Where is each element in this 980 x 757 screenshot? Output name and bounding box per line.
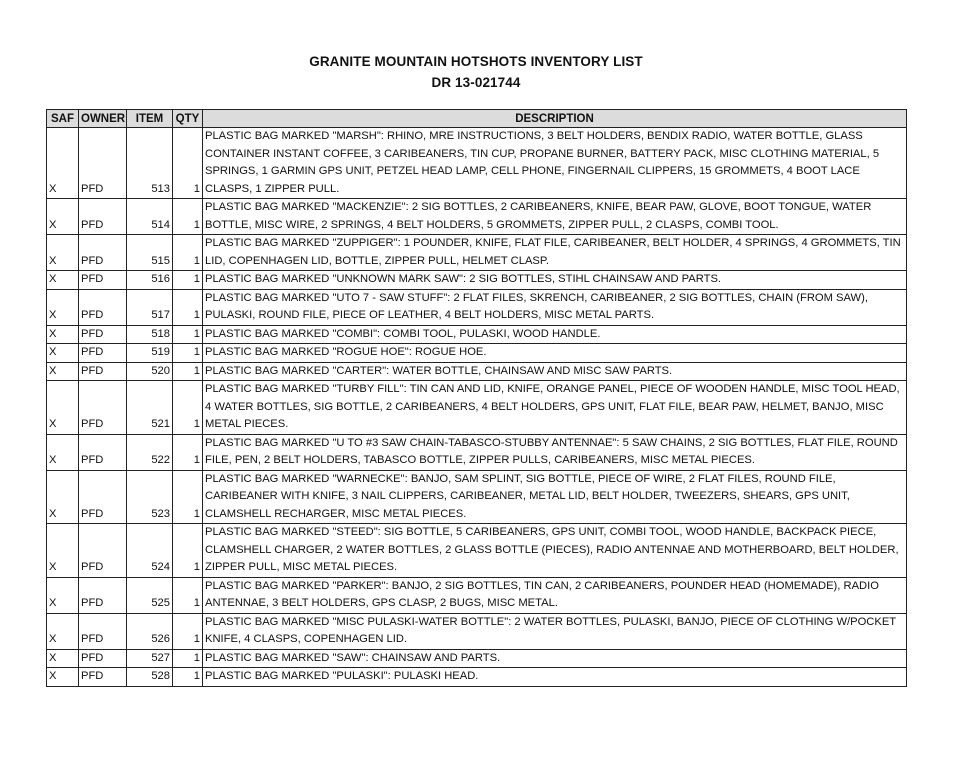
cell-saf: X <box>47 434 79 470</box>
cell-qty: 1 <box>173 649 203 668</box>
cell-item: 521 <box>127 381 173 435</box>
cell-item: 520 <box>127 362 173 381</box>
cell-saf: X <box>47 668 79 687</box>
table-row <box>47 235 907 271</box>
table-row <box>47 289 907 325</box>
cell-qty: 1 <box>173 199 203 235</box>
cell-description: PLASTIC BAG MARKED "PULASKI": PULASKI HEAD. <box>203 668 907 687</box>
table-row <box>47 613 907 649</box>
table-row <box>47 362 907 381</box>
cell-description: PLASTIC BAG MARKED "CARTER": WATER BOTTLE, CHAINSAW AND MISC SAW PARTS. <box>203 362 907 381</box>
cell-owner: PFD <box>79 524 127 578</box>
table-row <box>47 128 907 199</box>
document-title: GRANITE MOUNTAIN HOTSHOTS INVENTORY LIST <box>309 54 643 69</box>
cell-saf: X <box>47 271 79 290</box>
cell-item: 519 <box>127 344 173 363</box>
cell-owner: PFD <box>79 434 127 470</box>
header-owner: OWNER <box>79 110 127 128</box>
cell-qty: 1 <box>173 344 203 363</box>
cell-owner: PFD <box>79 325 127 344</box>
document-subtitle: DR 13-021744 <box>431 75 521 90</box>
cell-saf: X <box>47 470 79 524</box>
cell-item: 516 <box>127 271 173 290</box>
cell-qty: 1 <box>173 128 203 199</box>
cell-qty: 1 <box>173 434 203 470</box>
header-item: ITEM <box>127 110 173 128</box>
header-qty: QTY <box>173 110 203 128</box>
cell-description: PLASTIC BAG MARKED "MARSH": RHINO, MRE INSTRUCTIONS, 3 BELT HOLDERS, BENDIX RADIO, WATER BOTTLE, GLASS CONTAINER INSTANT COFFEE, 3 CARIBEANERS, TIN CUP, PROPANE BURNER, BATTERY PACK, MISC CLOTHING MATERIAL, 5 SPRINGS, 1 GARMIN GPS UNIT, PETZEL HEAD LAMP, CELL PHONE, FINGERNAIL CLIPPERS, 15 GROMMETS, 4 BOOT LACE CLASPS, 1 ZIPPER PULL. <box>203 128 907 199</box>
cell-description: PLASTIC BAG MARKED "WARNECKE": BANJO, SAM SPLINT, SIG BOTTLE, PIECE OF WIRE, 2 FLAT FILES, ROUND FILE, CARIBEANER WITH KNIFE, 3 NAIL CLIPPERS, CARIBEANER, METAL LID, BELT HOLDER, TWEEZERS, SHEARS, GPS UNIT, CLAMSHELL RECHARGER, MISC METAL PIECES. <box>203 470 907 524</box>
cell-qty: 1 <box>173 325 203 344</box>
cell-item: 528 <box>127 668 173 687</box>
cell-qty: 1 <box>173 271 203 290</box>
cell-owner: PFD <box>79 613 127 649</box>
header-saf: SAF <box>47 110 79 128</box>
cell-owner: PFD <box>79 381 127 435</box>
cell-description: PLASTIC BAG MARKED "SAW": CHAINSAW AND PARTS. <box>203 649 907 668</box>
cell-item: 518 <box>127 325 173 344</box>
cell-qty: 1 <box>173 577 203 613</box>
table-row <box>47 381 907 435</box>
table-row <box>47 668 907 687</box>
cell-qty: 1 <box>173 668 203 687</box>
table-row <box>47 199 907 235</box>
cell-item: 514 <box>127 199 173 235</box>
cell-owner: PFD <box>79 289 127 325</box>
cell-owner: PFD <box>79 128 127 199</box>
cell-description: PLASTIC BAG MARKED "U TO #3 SAW CHAIN-TABASCO-STUBBY ANTENNAE": 5 SAW CHAINS, 2 SIG BOTTLES, FLAT FILE, ROUND FILE, PEN, 2 BELT HOLDERS, TABASCO BOTTLE, ZIPPER PULLS, CARIBEANERS, MISC METAL PIECES. <box>203 434 907 470</box>
table-row <box>47 649 907 668</box>
cell-qty: 1 <box>173 613 203 649</box>
table-row <box>47 434 907 470</box>
table-row <box>47 577 907 613</box>
cell-owner: PFD <box>79 577 127 613</box>
cell-description: PLASTIC BAG MARKED "STEED": SIG BOTTLE, 5 CARIBEANERS, GPS UNIT, COMBI TOOL, WOOD HANDLE, BACKPACK PIECE, CLAMSHELL CHARGER, 2 WATER BOTTLES, 2 GLASS BOTTLE (PIECES), RADIO ANTENNAE AND MOTHERBOARD, BELT HOLDER, ZIPPER PULL, MISC METAL PIECES. <box>203 524 907 578</box>
cell-item: 526 <box>127 613 173 649</box>
cell-item: 523 <box>127 470 173 524</box>
cell-owner: PFD <box>79 668 127 687</box>
table-row <box>47 325 907 344</box>
cell-description: PLASTIC BAG MARKED "UTO 7 - SAW STUFF": 2 FLAT FILES, SKRENCH, CARIBEANER, 2 SIG BOTTLES, CHAIN (FROM SAW), PULASKI, ROUND FILE, PIECE OF LEATHER, 4 BELT HOLDERS, MISC METAL PARTS. <box>203 289 907 325</box>
cell-saf: X <box>47 128 79 199</box>
cell-description: PLASTIC BAG MARKED "ROGUE HOE": ROGUE HOE. <box>203 344 907 363</box>
cell-item: 515 <box>127 235 173 271</box>
cell-saf: X <box>47 524 79 578</box>
cell-description: PLASTIC BAG MARKED "COMBI": COMBI TOOL, PULASKI, WOOD HANDLE. <box>203 325 907 344</box>
cell-saf: X <box>47 649 79 668</box>
cell-saf: X <box>47 381 79 435</box>
table-row <box>47 344 907 363</box>
cell-saf: X <box>47 344 79 363</box>
cell-owner: PFD <box>79 199 127 235</box>
cell-saf: X <box>47 289 79 325</box>
table-row <box>47 470 907 524</box>
cell-qty: 1 <box>173 362 203 381</box>
cell-saf: X <box>47 613 79 649</box>
cell-item: 525 <box>127 577 173 613</box>
table-body <box>47 128 907 687</box>
cell-description: PLASTIC BAG MARKED "TURBY FILL": TIN CAN AND LID, KNIFE, ORANGE PANEL, PIECE OF WOODEN HANDLE, MISC TOOL HEAD, 4 WATER BOTTLES, SIG BOTTLE, 2 CARIBEANERS, 4 BELT HOLDERS, GPS UNIT, FLAT FILE, BEAR PAW, HELMET, BANJO, MISC METAL PIECES. <box>203 381 907 435</box>
cell-qty: 1 <box>173 524 203 578</box>
cell-owner: PFD <box>79 344 127 363</box>
cell-description: PLASTIC BAG MARKED "ZUPPIGER": 1 POUNDER, KNIFE, FLAT FILE, CARIBEANER, BELT HOLDER, 4 SPRINGS, 4 GROMMETS, TIN LID, COPENHAGEN LID, BOTTLE, ZIPPER PULL, HELMET CLASP. <box>203 235 907 271</box>
cell-description: PLASTIC BAG MARKED "MISC PULASKI-WATER BOTTLE": 2 WATER BOTTLES, PULASKI, BANJO, PIECE OF CLOTHING W/POCKET KNIFE, 4 CLASPS, COPENHAGEN LID. <box>203 613 907 649</box>
inventory-table <box>46 109 907 687</box>
cell-description: PLASTIC BAG MARKED "UNKNOWN MARK SAW": 2 SIG BOTTLES, STIHL CHAINSAW AND PARTS. <box>203 271 907 290</box>
cell-owner: PFD <box>79 649 127 668</box>
cell-owner: PFD <box>79 470 127 524</box>
cell-item: 522 <box>127 434 173 470</box>
cell-saf: X <box>47 362 79 381</box>
cell-qty: 1 <box>173 470 203 524</box>
table-row <box>47 271 907 290</box>
cell-description: PLASTIC BAG MARKED "MACKENZIE": 2 SIG BOTTLES, 2 CARIBEANERS, KNIFE, BEAR PAW, GLOVE, BOOT TONGUE, WATER BOTTLE, MISC WIRE, 2 SPRINGS, 4 BELT HOLDERS, 5 GROMMETS, ZIPPER PULL, 2 CLASPS, COMBI TOOL. <box>203 199 907 235</box>
cell-qty: 1 <box>173 235 203 271</box>
cell-saf: X <box>47 577 79 613</box>
cell-owner: PFD <box>79 271 127 290</box>
cell-saf: X <box>47 325 79 344</box>
cell-owner: PFD <box>79 235 127 271</box>
cell-item: 513 <box>127 128 173 199</box>
cell-saf: X <box>47 199 79 235</box>
table-row <box>47 524 907 578</box>
cell-description: PLASTIC BAG MARKED "PARKER": BANJO, 2 SIG BOTTLES, TIN CAN, 2 CARIBEANERS, POUNDER HEAD (HOMEMADE), RADIO ANTENNAE, 3 BELT HOLDERS, GPS CLASP, 2 BUGS, MISC METAL. <box>203 577 907 613</box>
cell-owner: PFD <box>79 362 127 381</box>
cell-item: 524 <box>127 524 173 578</box>
cell-qty: 1 <box>173 381 203 435</box>
cell-qty: 1 <box>173 289 203 325</box>
cell-item: 517 <box>127 289 173 325</box>
cell-item: 527 <box>127 649 173 668</box>
cell-saf: X <box>47 235 79 271</box>
table-header-row <box>47 110 907 128</box>
header-description: DESCRIPTION <box>203 110 907 128</box>
